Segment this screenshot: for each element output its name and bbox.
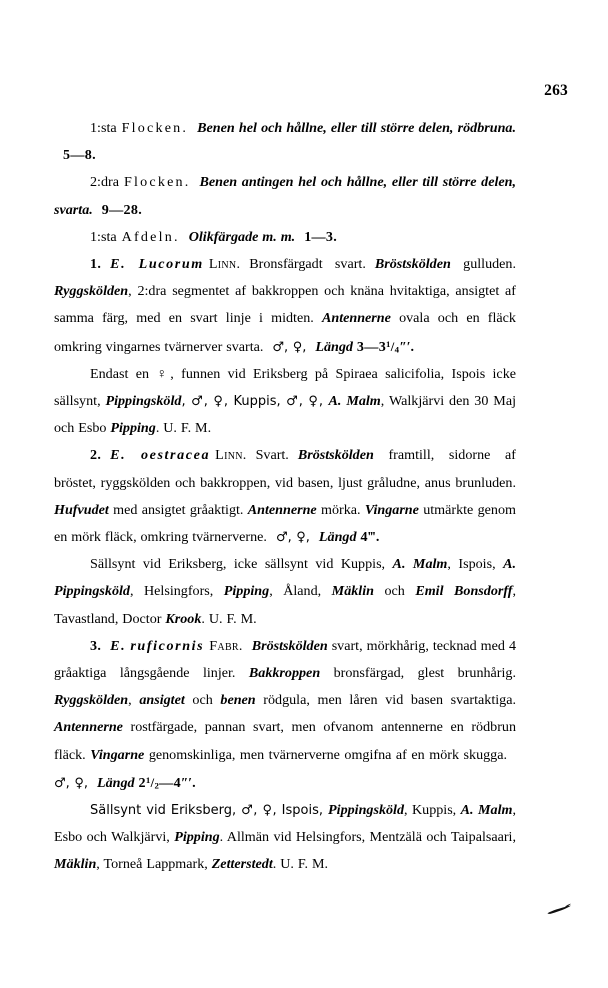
length-label: Längd [96,774,135,791]
couplet-range: 5—8. [63,147,96,164]
collection-acronym: . U. F. M. [272,856,329,873]
key-couplet-flock-1 [54,115,516,169]
collector-name: A. Malm [392,556,448,573]
collector-name: Pipping [174,829,220,846]
couplet-description: Benen antingen hel och hållne, eller till större delen, svarta. [54,174,516,218]
length-label: Längd [318,529,357,546]
sex-symbols: ♂, ♀, [272,339,307,355]
collector-name: Pipping [223,583,270,600]
species-description: Bröstskölden framtill, sidorne af bröstet, ryggskölden och bakkroppen, vid basen, ljust gråludne, anus brunluden. Hufvudet med ansigtet gråaktigt. Antennerne mörka. Vingarne utmärkte genom en mörk fläck, omkring tvärnerverne. [54,447,516,546]
locality-text: , Walkjärvi den 30 Maj och Esbo [54,393,516,437]
key-couplet-afdeln-1 [54,224,516,251]
length-value: $3—3^1/_4'''$. [356,338,415,355]
couplet-label-spaced: Flocken. [123,174,191,191]
couplet-label-spaced: Flocken. [121,120,189,136]
locality-text: , Helsingfors, [129,583,224,600]
couplet-label: 1:sta [90,120,117,136]
collection-acronym: . U. F. M. [201,610,257,627]
species-genus: E. [110,447,127,464]
text-block [54,115,516,879]
species-number: 2. [90,447,102,464]
couplet-label-spaced: Afdeln. [121,228,180,245]
species-genus: E. [110,637,127,654]
collector-name: A. Malm [328,393,381,410]
collector-name: A. Malm [460,802,513,819]
species-authority: Linn. [208,256,241,273]
species-entry-2 [54,442,516,551]
sex-symbols: ♂, ♀, [275,530,310,546]
collector-name: Mäklin [331,583,374,600]
collector-name: Pippingsköld [105,393,182,410]
species-diagnosis-lead: Bronsfärgadt svart. [249,256,366,273]
species-locality-3 [54,797,516,879]
species-authority: Linn. [215,447,247,464]
locality-text: , Torneå Lappmark, [96,856,212,873]
species-number: 1. [90,256,102,273]
species-locality-2 [54,551,516,633]
collection-acronym: . U. F. M. [155,420,212,437]
collector-name: Pipping [110,420,156,437]
key-couplet-flock-2 [54,169,516,223]
couplet-range: 9—28. [101,201,143,218]
locality-text: , ♂, ♀, Kuppis, ♂, ♀, [181,394,329,410]
species-description: Bröstskölden gulluden. Ryggskölden, 2:dra segmentet af bakkroppen och knäna hvitaktiga, ansigtet af samma färg, med en svart linje i midten. Antennerne ovala och en fläck omkring vingarnes tvärnerver svarta. [54,256,516,355]
collector-name: Zetterstedt [211,856,273,873]
length-value: 4‴. [360,529,380,546]
collector-name: A. Pippingsköld [54,556,516,600]
couplet-label: 2:dra [90,174,119,191]
locality-text: och [373,583,416,600]
length-value: $2^1/_2—4'''$. [138,774,196,791]
sex-symbols: ♂, ♀, [54,775,88,791]
couplet-description: Olikfärgade m. m. [188,228,296,245]
couplet-description: Benen hel och hållne, eller till större delen, rödbruna. [197,120,516,136]
species-entry-1 [54,251,516,361]
locality-text: Sällsynt vid Eriksberg, icke sällsynt vid Kuppis, [90,556,393,573]
species-number: 3. [90,637,102,654]
collector-name: Emil Bonsdorff [415,583,513,600]
species-diagnosis-lead: Svart. [255,447,289,464]
species-epithet: oestracea [140,447,211,464]
locality-text: Sällsynt vid Eriksberg, ♂, ♀, Ispois, [90,803,329,819]
species-entry-3 [54,633,516,797]
locality-text: . Allmän vid Helsingfors, Mentzälä och Taipalsaari, [219,829,516,846]
species-epithet: Lucorum [138,256,204,273]
species-genus: E. [110,256,127,273]
locality-text: , Tavastland, Doctor [54,583,517,627]
couplet-range: 1—3. [304,228,338,245]
couplet-label: 1:sta [90,228,117,245]
locality-text: Endast en ♀, funnen vid Eriksberg på Spiraea salicifolia, Ispois icke sällsynt, [54,365,516,410]
length-label: Längd [315,338,353,355]
page-number: 263 [544,82,568,99]
species-locality-1 [54,361,516,443]
ink-flourish-mark [546,901,572,915]
collector-name: Pippingsköld [328,802,405,819]
locality-text: , Åland, [269,583,332,600]
locality-text: , Esbo och Walkjärvi, [54,802,516,846]
collector-name: Mäklin [54,856,97,873]
collector-name: Krook [165,610,202,627]
species-description: Bröstskölden svart, mörkhårig, tecknad med 4 gråaktiga långsgående linjer. Bakkroppen bronsfärgad, glest brunhårig. Ryggskölden, ansigtet och benen rödgula, men låren vid basen svartaktiga. Antennerne rostfärgade, pannan svart, men ofvanom antennerne en rödbrun fläck. Vingarne genomskinliga, men tvärnerverne omgifna af en mörk skugga. [54,637,516,763]
locality-text: , Ispois, [447,556,504,573]
species-authority: Fabr. [209,637,243,654]
species-epithet: ruficornis [130,637,205,654]
locality-text: , Kuppis, [404,802,461,819]
